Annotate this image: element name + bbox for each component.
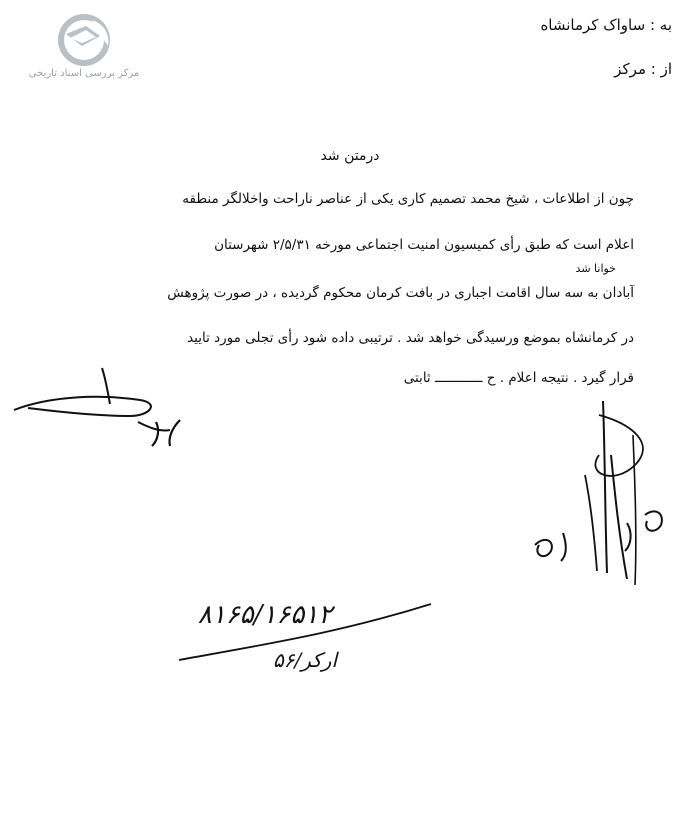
body-line: چون از اطلاعات ، شیخ محمد تصمیم کاری یکی از عناصر ناراحت واخلالگر منطقه <box>182 191 634 207</box>
body-line: در کرمانشاه بموضع ورسیدگی خواهد شد . ترتیبی داده شود رأی تجلی مورد تایید <box>187 330 634 346</box>
archive-emblem-icon <box>52 12 116 68</box>
sender-line: از : مرکز <box>614 60 672 78</box>
document-subject: درمتن شد <box>320 148 380 164</box>
marginal-note: خوانا شد <box>575 262 616 275</box>
body-line: آبادان به سه سال اقامت اجباری در بافت کرمان محکوم گردیده ، در صورت پژوهش <box>167 285 634 301</box>
archive-logo <box>14 12 154 82</box>
archive-logo-text: مرکز بررسی اسناد تاریخی <box>28 68 140 79</box>
left-signature-icon <box>10 360 230 460</box>
body-line: اعلام است که طبق رأی کمیسیون امنیت اجتماعی مورخه ۲/۵/۳۱ شهرستان <box>214 237 634 253</box>
body-line: قرار گیرد . نتیجه اعلام . ح ــــــــــــ ثابتی <box>403 370 634 386</box>
recipient-line: به : ساواک کرمانشاه <box>540 16 672 34</box>
registration-date: ارکر/۵۶ <box>273 648 337 672</box>
right-signature-icon <box>515 395 695 595</box>
registration-number: ۸۱۶۵/۱۶۵۱۲ <box>197 600 333 630</box>
